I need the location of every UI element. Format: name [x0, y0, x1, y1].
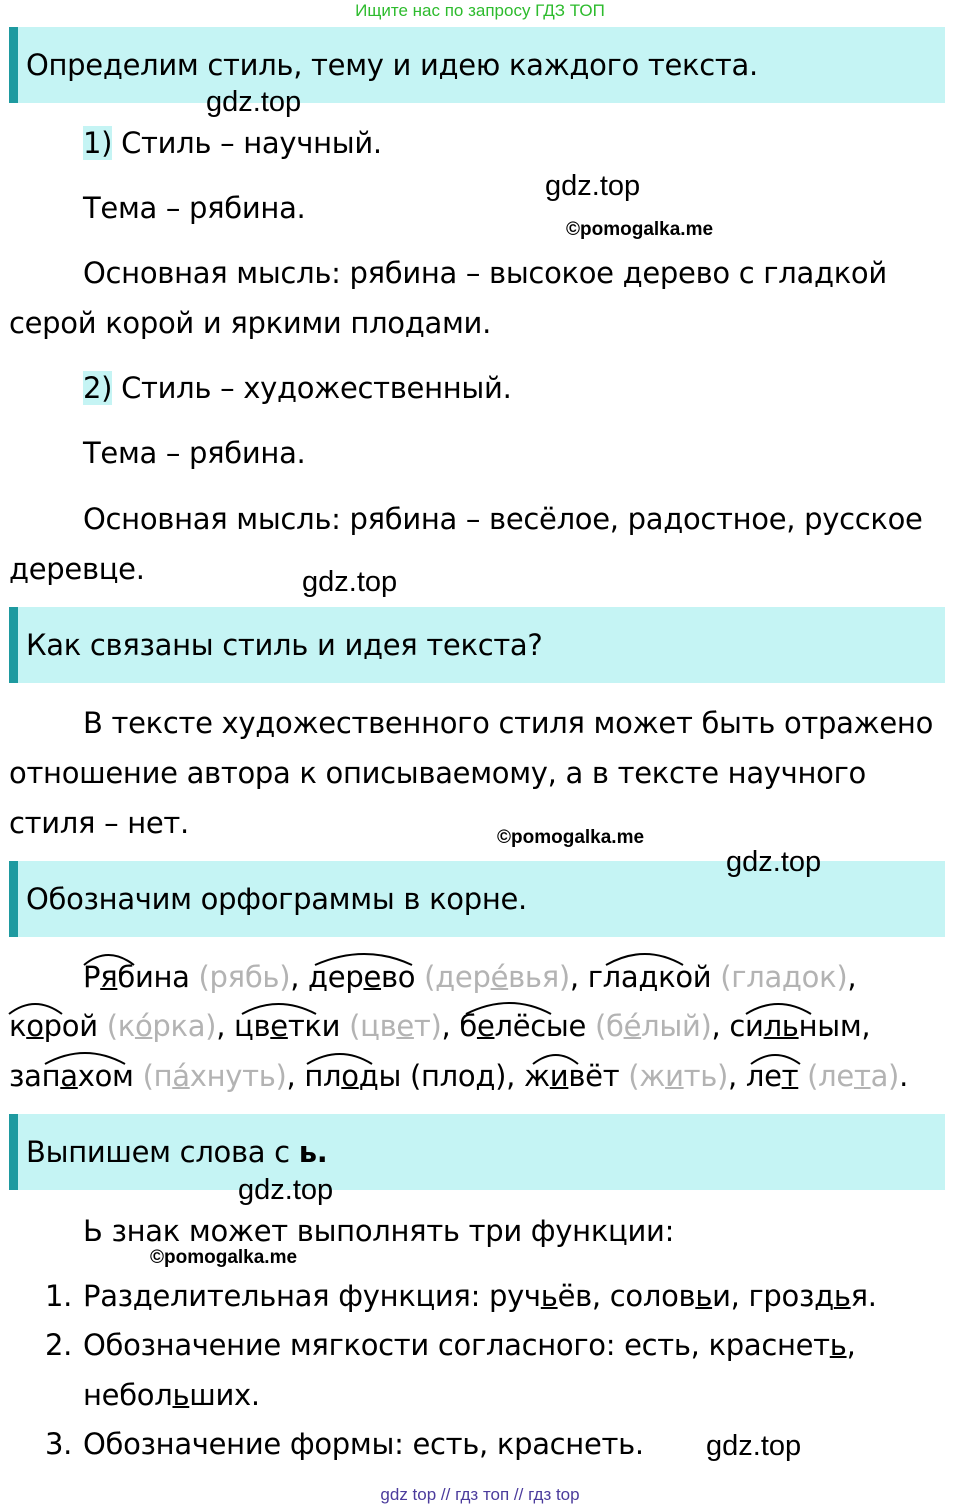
list-number: 1.	[45, 1279, 73, 1313]
text1-theme1: Тема – рябина.	[83, 191, 306, 225]
text1-style1	[9, 118, 954, 168]
copyright-mark: ©pomogalka.me	[497, 827, 645, 848]
copyright-mark: ©pomogalka.me	[150, 1247, 298, 1268]
style1-text: Стиль – научный.	[112, 126, 382, 160]
text1-idea1: Основная мысль: рябина – высокое дерево с гладкой серой корой и яркими плодами.	[9, 256, 887, 340]
list-item-text: Разделительная функция: ручьёв, соловьи, гроздья.	[83, 1279, 877, 1313]
text1-theme2: Тема – рябина.	[83, 436, 306, 470]
orthogram-line-2: корой (ко́рка), цветки (цвет), белёсые (бе́лый), сильным,	[9, 1009, 871, 1043]
copyright-mark: ©pomogalka.me	[566, 219, 714, 240]
list-item-text: Обозначение мягкости согласного: есть, краснеть,	[83, 1328, 856, 1362]
item-number: 1)	[83, 126, 113, 160]
orthogram-line-3: запахом (па́хнуть), плоды (плод), живёт (жить), лет (лета).	[9, 1059, 908, 1093]
list-item-2-continued: небольших.	[83, 1378, 260, 1412]
item-number: 2)	[83, 371, 113, 405]
heading-text: Выпишем слова с	[26, 1135, 299, 1169]
list-item-1	[45, 1271, 945, 1321]
section-heading-styles: Определим стиль, тему и идею каждого текста.	[9, 27, 945, 103]
watermark: gdz.top	[206, 86, 302, 118]
text1-style2	[9, 363, 954, 413]
list-item-2	[45, 1320, 945, 1370]
watermark: gdz.top	[302, 566, 398, 598]
footer-links: gdz top // гдз топ // гдз top	[380, 1485, 580, 1504]
section-heading-orthograms: Обозначим орфограммы в корне.	[9, 861, 945, 937]
orthogram-line-1: Рябина (рябь), дерево (дере́вья), гладкой (гладок),	[83, 960, 857, 994]
soft-sign-letter: ь.	[298, 1135, 328, 1169]
text1-idea2: Основная мысль: рябина – весёлое, радостное, русское деревце.	[9, 502, 923, 586]
list-number: 3.	[45, 1427, 73, 1461]
style2-text: Стиль – художественный.	[112, 371, 512, 405]
list-item-text: Обозначение формы: есть, краснеть.	[83, 1427, 644, 1461]
watermark: gdz.top	[726, 846, 822, 878]
text2-answer: В тексте художественного стиля может быть отражено отношение автора к описываемому, а в тексте научного стиля – нет.	[9, 706, 934, 840]
section-heading-soft-sign	[9, 1114, 945, 1190]
list-number: 2.	[45, 1328, 73, 1362]
section-heading-relation: Как связаны стиль и идея текста?	[9, 607, 945, 683]
watermark: gdz.top	[238, 1174, 334, 1206]
list-item-3	[45, 1419, 945, 1469]
soft-sign-intro: Ь знак может выполнять три функции:	[83, 1214, 675, 1248]
watermark: gdz.top	[706, 1430, 802, 1462]
watermark: gdz.top	[545, 170, 641, 202]
top-search-note: Ищите нас по запросу ГДЗ ТОП	[355, 1, 605, 20]
